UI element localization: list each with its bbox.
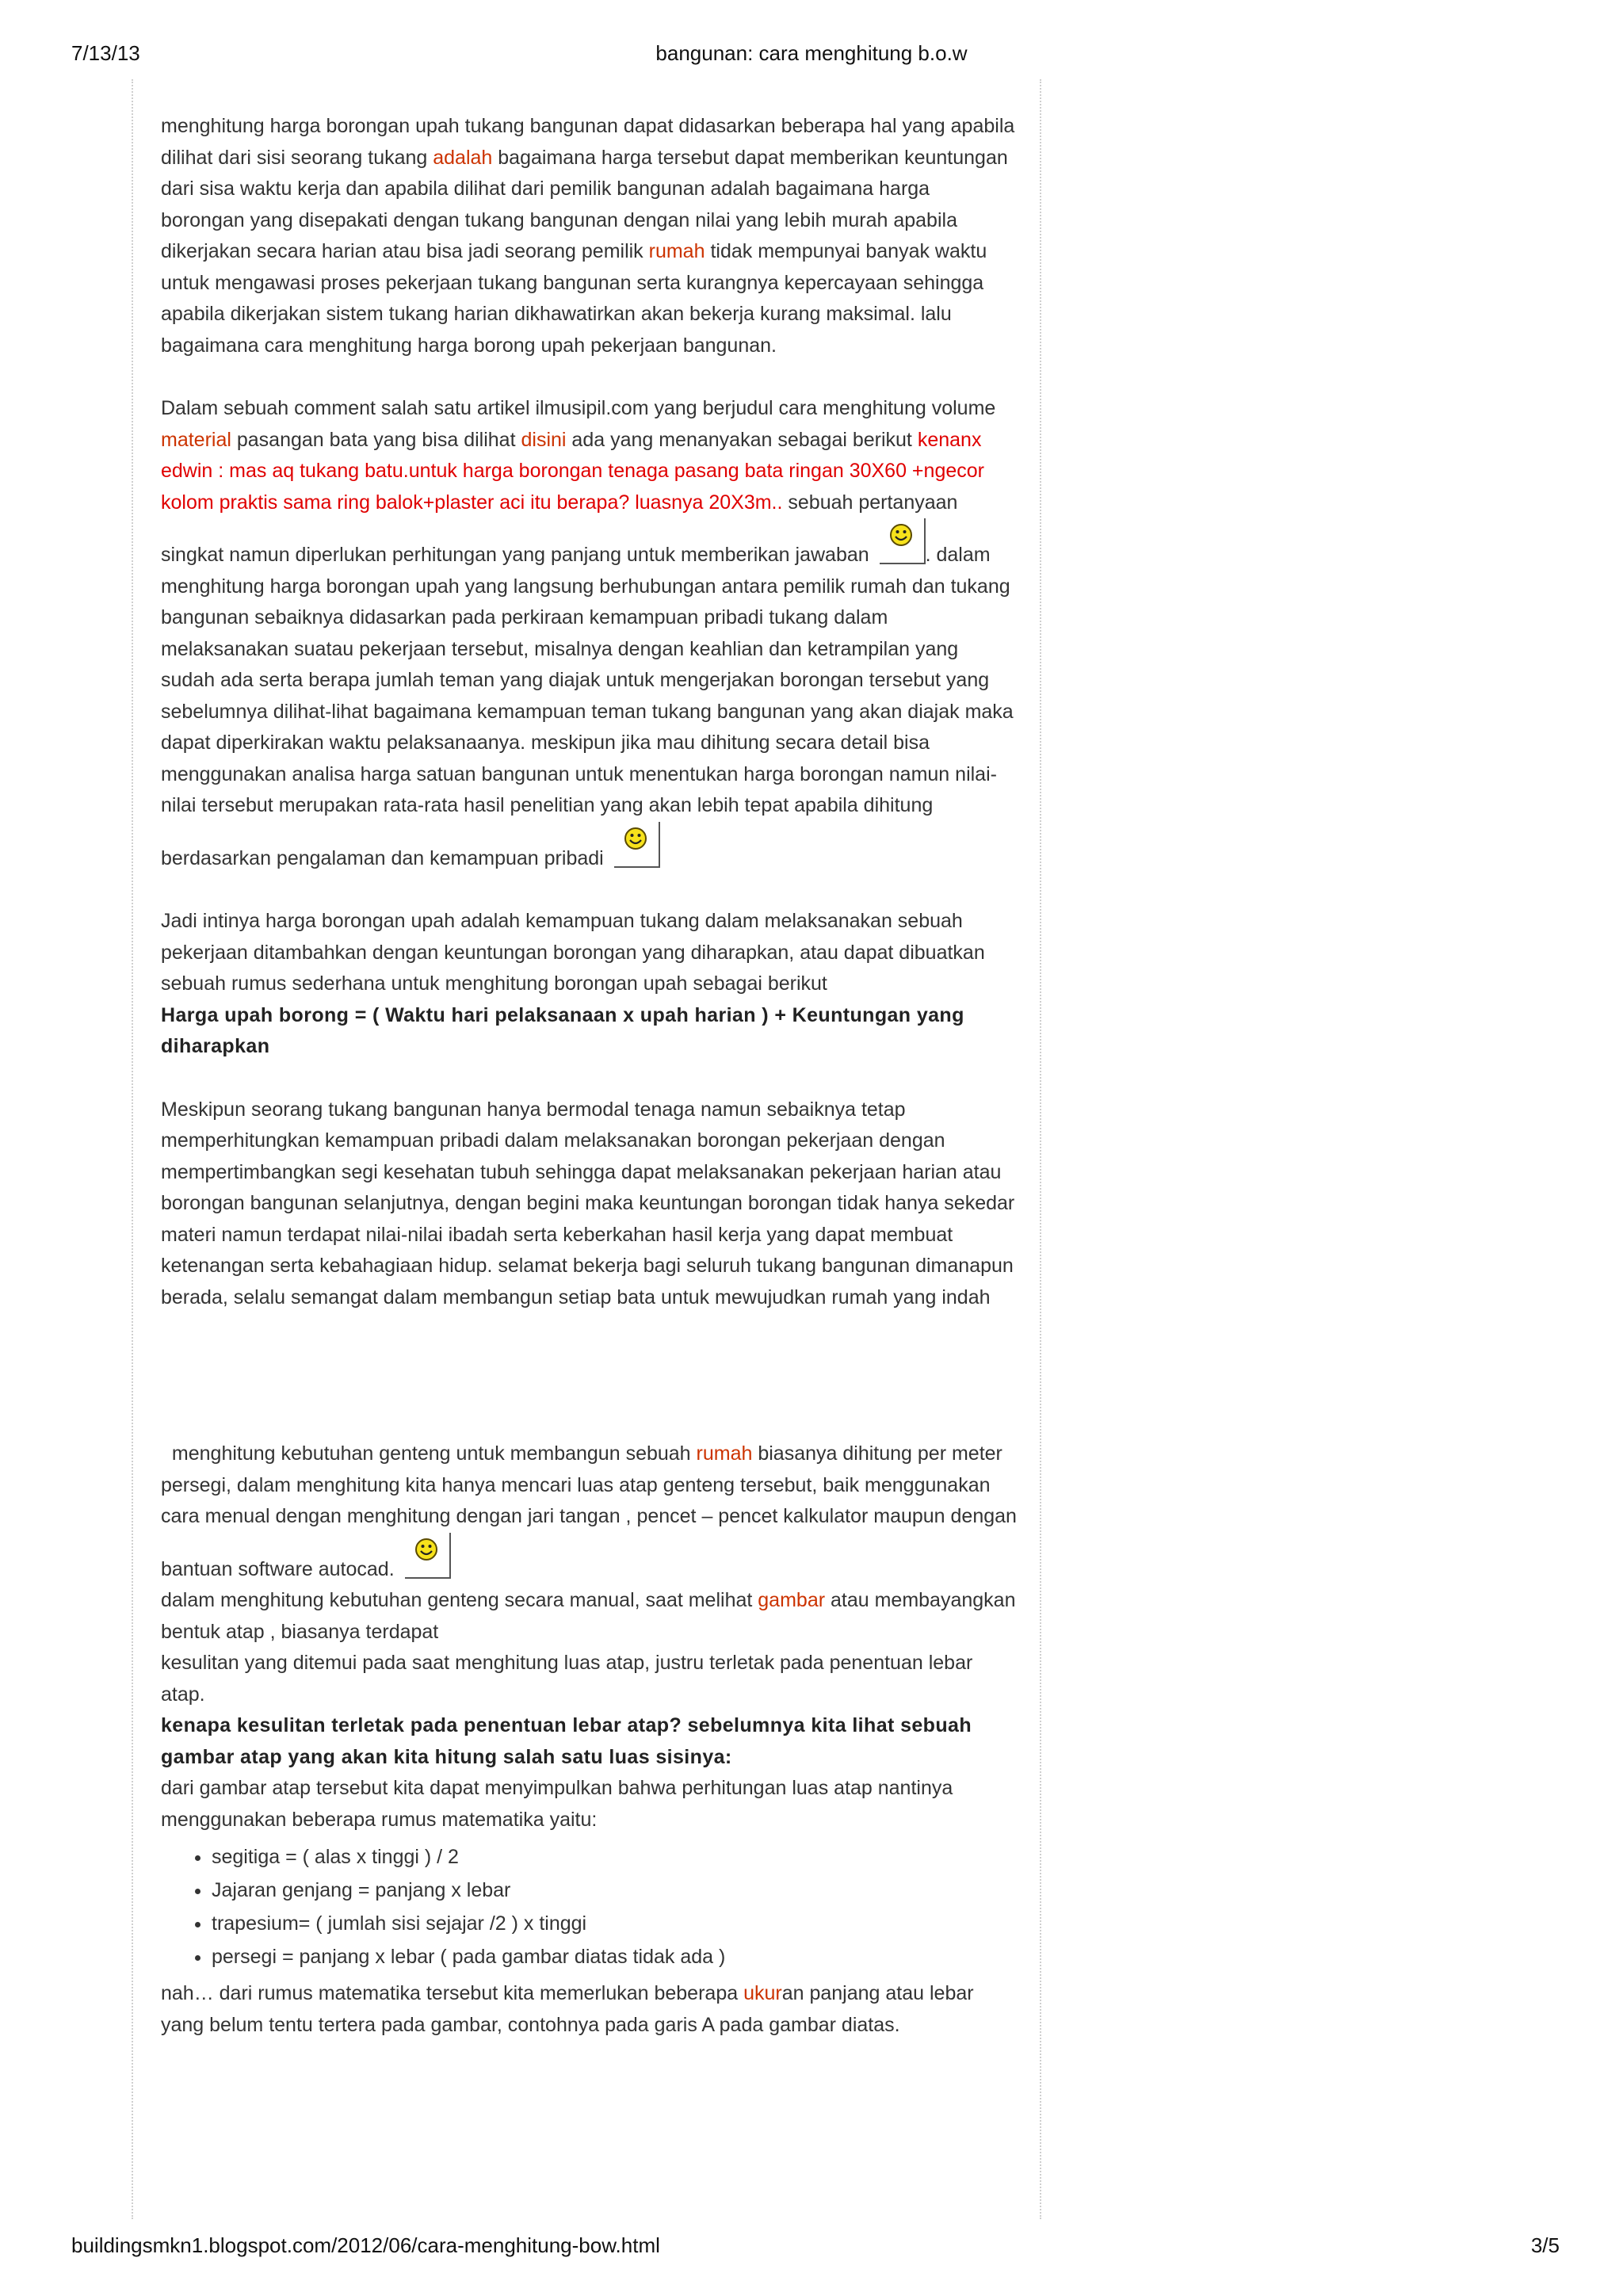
page-url: buildingsmkn1.blogspot.com/2012/06/cara-menghitung-bow.html <box>71 2233 660 2257</box>
article2-paragraph-3: kesulitan yang ditemui pada saat menghitung luas atap, justru terletak pada penentuan lebar atap. <box>161 1652 973 1706</box>
article1-paragraph-3: Jadi intinya harga borongan upah adalah kemampuan tukang dalam melaksanakan sebuah pekerjaan ditambahkan dengan keuntungan borongan yang diharapkan, atau dapat dibuatkan sebuah rumus sederhana untuk menghitung borongan upah sebagai berikut <box>161 910 985 995</box>
page-number: 3/5 <box>1530 2233 1560 2257</box>
article1-paragraph-4: Meskipun seorang tukang bangunan hanya bermodal tenaga namun sebaiknya tetap memperhitungkan kemampuan pribadi dalam melaksanakan borongan pekerjaan dengan mempertimbangkan segi kesehatan tubuh sehingga dapat melaksanakan pekerjaan harian atau borongan bangunan selanjutnya, dengan begini maka keuntungan borongan tidak hanya sekedar materi namun terdapat nilai-nilai ibadah serta keberkahan hasil kerja yang dapat membuat ketenangan serta kebahagiaan hidup. selamat bekerja bagi seluruh tukang bangunan dimanapun berada, selalu semangat dalam membangun setiap bata untuk mewujudkan rumah yang indah <box>161 1098 1015 1308</box>
post-body <box>161 111 1017 2041</box>
link-gambar[interactable]: gambar <box>758 1589 826 1611</box>
smiley-icon <box>405 1533 451 1579</box>
list-item: • persegi = panjang x lebar ( pada gambar diatas tidak ada ) <box>212 1940 1017 1973</box>
print-date: 7/13/13 <box>71 41 140 65</box>
right-dotted-divider <box>1040 79 1041 2219</box>
link-adalah[interactable]: adalah <box>433 146 493 169</box>
list-item: • segitiga = ( alas x tinggi ) / 2 <box>212 1840 1017 1874</box>
link-rumah-2[interactable]: rumah <box>696 1442 753 1465</box>
link-material[interactable]: material <box>161 428 231 451</box>
article1-paragraph-2: Dalam sebuah comment salah satu artikel ilmusipil.com yang berjudul cara menghitung volume material pasangan bata yang bisa dilihat disini ada yang menanyakan sebagai berikut kenanx edwin : mas aq tukang batu.untuk harga borongan tenaga pasang bata ringan 30X60 +ngecor kolom praktis sama ring balok+plaster aci itu berapa? luasnya 20X3m.. sebuah pertanyaan singkat namun diperlukan perhitungan yang panjang untuk memberikan jawaban . dalam menghitung harga borongan upah yang langsung berhubungan antara pemilik rumah dan tukang bangunan sebaiknya didasarkan pada perkiraan kemampuan pribadi tukang dalam melaksanakan suatau pekerjaan tersebut, misalnya dengan keahlian dan ketrampilan yang sudah ada serta berapa jumlah teman yang diajak untuk mengerjakan borongan tersebut yang sebelumnya dilihat-lihat bagaimana kemampuan teman tukang bangunan yang akan diajak maka dapat diperkirakan waktu pelaksanaanya. meskipun jika mau dihitung secara detail bisa menggunakan analisa harga satuan bangunan untuk menentukan harga borongan namun nilai-nilai tersebut merupakan rata-rata hasil penelitian yang akan lebih tepat apabila dihitung berdasarkan pengalaman dan kemampuan pribadi <box>161 397 1014 869</box>
smiley-icon <box>614 822 660 868</box>
article2-question: kenapa kesulitan terletak pada penentuan lebar atap? sebelumnya kita lihat sebuah gambar atap yang akan kita hitung salah satu luas sisinya: <box>161 1714 972 1768</box>
link-ukur[interactable]: ukur <box>743 1982 782 2004</box>
article1-paragraph-1: menghitung harga borongan upah tukang bangunan dapat didasarkan beberapa hal yang apabila dilihat dari sisi seorang tukang adalah bagaimana harga tersebut dapat memberikan keuntungan dari sisa waktu kerja dan apabila dilihat dari pemilik bangunan adalah bagaimana harga borongan yang disepakati dengan tukang bangunan dengan nilai yang lebih murah apabila dikerjakan secara harian atau bisa jadi seorang pemilik rumah tidak mempunyai banyak waktu untuk mengawasi proses pekerjaan tukang bangunan serta kurangnya kepercayaan sehingga apabila dikerjakan sistem tukang harian dikhawatirkan akan bekerja kurang maksimal. lalu bagaimana cara menghitung harga borong upah pekerjaan bangunan. <box>161 115 1015 357</box>
smiley-icon <box>880 518 926 564</box>
quoted-comment: kenanx edwin : mas aq tukang batu.untuk harga borongan tenaga pasang bata ringan 30X60 +ngecor kolom praktis sama ring balok+plaster aci itu berapa? luasnya 20X3m.. <box>161 428 984 514</box>
left-dotted-divider <box>132 79 133 2219</box>
article2-paragraph-2: dalam menghitung kebutuhan genteng secara manual, saat melihat gambar atau membayangkan bentuk atap , biasanya terdapat <box>161 1589 1016 1643</box>
link-disini[interactable]: disini <box>521 428 567 451</box>
article2-paragraph-1: menghitung kebutuhan genteng untuk membangun sebuah rumah biasanya dihitung per meter persegi, dalam menghitung kita hanya mencari luas atap genteng tersebut, baik menggunakan cara menual dengan menghitung dengan jari tangan , pencet – pencet kalkulator maupun dengan bantuan software autocad. <box>161 1442 1017 1580</box>
list-item: • Jajaran genjang = panjang x lebar <box>212 1874 1017 1907</box>
list-item: • trapesium= ( jumlah sisi sejajar /2 ) x tinggi <box>212 1907 1017 1940</box>
article2-paragraph-5: nah… dari rumus matematika tersebut kita memerlukan beberapa ukuran panjang atau lebar yang belum tentu tertera pada gambar, contohnya pada garis A pada gambar diatas. <box>161 1982 974 2036</box>
borong-formula: Harga upah borong = ( Waktu hari pelaksanaan x upah harian ) + Keuntungan yang diharapkan <box>161 1003 964 1057</box>
link-rumah[interactable]: rumah <box>648 240 705 262</box>
page-title: bangunan: cara menghitung b.o.w <box>655 41 968 65</box>
formula-list <box>161 1840 1017 1973</box>
article2-paragraph-4: dari gambar atap tersebut kita dapat menyimpulkan bahwa perhitungan luas atap nantinya menggunakan beberapa rumus matematika yaitu: <box>161 1777 953 1831</box>
